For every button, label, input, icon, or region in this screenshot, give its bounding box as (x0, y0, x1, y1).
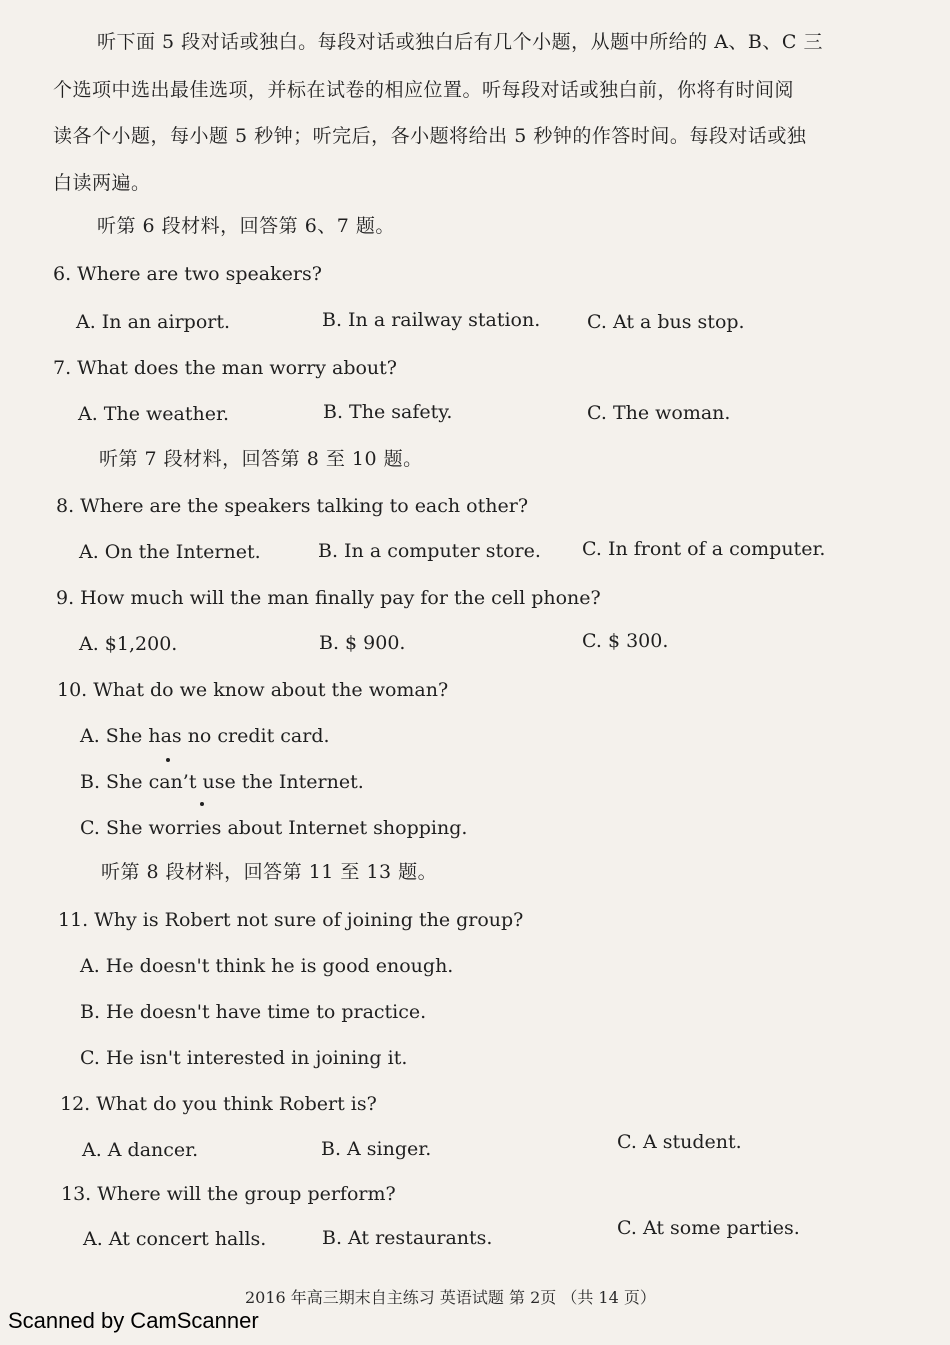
instruction-line-1: 听下面 5 段对话或独白。每段对话或独白后有几个小题，从题中所给的 A、B、C 三 (97, 31, 823, 53)
scan-speck (200, 802, 204, 806)
option-c: C. In front of a computer. (582, 538, 826, 560)
instruction-line-2: 个选项中选出最佳选项，并标在试卷的相应位置。听每段对话或独白前，你将有时间阅 (53, 79, 795, 101)
scanner-watermark: Scanned by CamScanner (8, 1308, 259, 1333)
option-a: A. He doesn't think he is good enough. (80, 955, 454, 977)
option-b: B. $ 900. (319, 632, 406, 654)
instruction-line-3: 读各个小题，每小题 5 秒钟；听完后，各小题将给出 5 秒钟的作答时间。每段对话或独 (53, 125, 807, 147)
question-text: 9. How much will the man finally pay for the cell phone? (56, 587, 601, 609)
option-a: A. She has no credit card. (80, 725, 330, 747)
option-b: B. She can’t use the Internet. (80, 771, 364, 793)
section-header: 听第 7 段材料，回答第 8 至 10 题。 (99, 448, 423, 470)
option-c: C. $ 300. (582, 630, 669, 652)
option-c: C. He isn't interested in joining it. (80, 1047, 408, 1069)
option-c: C. At a bus stop. (587, 311, 745, 333)
option-a: A. $1,200. (79, 633, 178, 655)
question-text: 13. Where will the group perform? (61, 1183, 396, 1205)
option-c: C. The woman. (587, 402, 731, 424)
question-text: 6. Where are two speakers? (53, 263, 322, 285)
instruction-line-4: 白读两遍。 (53, 172, 151, 194)
option-b: B. He doesn't have time to practice. (80, 1001, 427, 1023)
question-text: 8. Where are the speakers talking to each other? (56, 495, 529, 517)
section-header: 听第 8 段材料，回答第 11 至 13 题。 (101, 861, 438, 883)
question-text: 11. Why is Robert not sure of joining the group? (58, 909, 524, 931)
page-footer: 2016 年高三期末自主练习 英语试题 第 2页 （共 14 页） (245, 1288, 656, 1307)
option-c: C. She worries about Internet shopping. (80, 817, 468, 839)
question-text: 10. What do we know about the woman? (57, 679, 449, 701)
option-c: C. At some parties. (617, 1217, 800, 1239)
option-b: B. The safety. (323, 401, 453, 423)
option-a: A. At concert halls. (83, 1228, 267, 1250)
option-b: B. In a computer store. (318, 540, 541, 562)
option-a: A. On the Internet. (79, 541, 261, 563)
option-b: B. At restaurants. (322, 1227, 493, 1249)
option-a: A. A dancer. (82, 1139, 199, 1161)
question-text: 12. What do you think Robert is? (60, 1093, 377, 1115)
option-b: B. In a railway station. (322, 309, 541, 331)
option-a: A. The weather. (78, 403, 229, 425)
option-a: A. In an airport. (76, 311, 231, 333)
section-header: 听第 6 段材料，回答第 6、7 题。 (97, 215, 395, 237)
option-c: C. A student. (617, 1131, 742, 1153)
scan-speck (166, 758, 170, 762)
question-text: 7. What does the man worry about? (53, 357, 397, 379)
option-b: B. A singer. (321, 1138, 432, 1160)
